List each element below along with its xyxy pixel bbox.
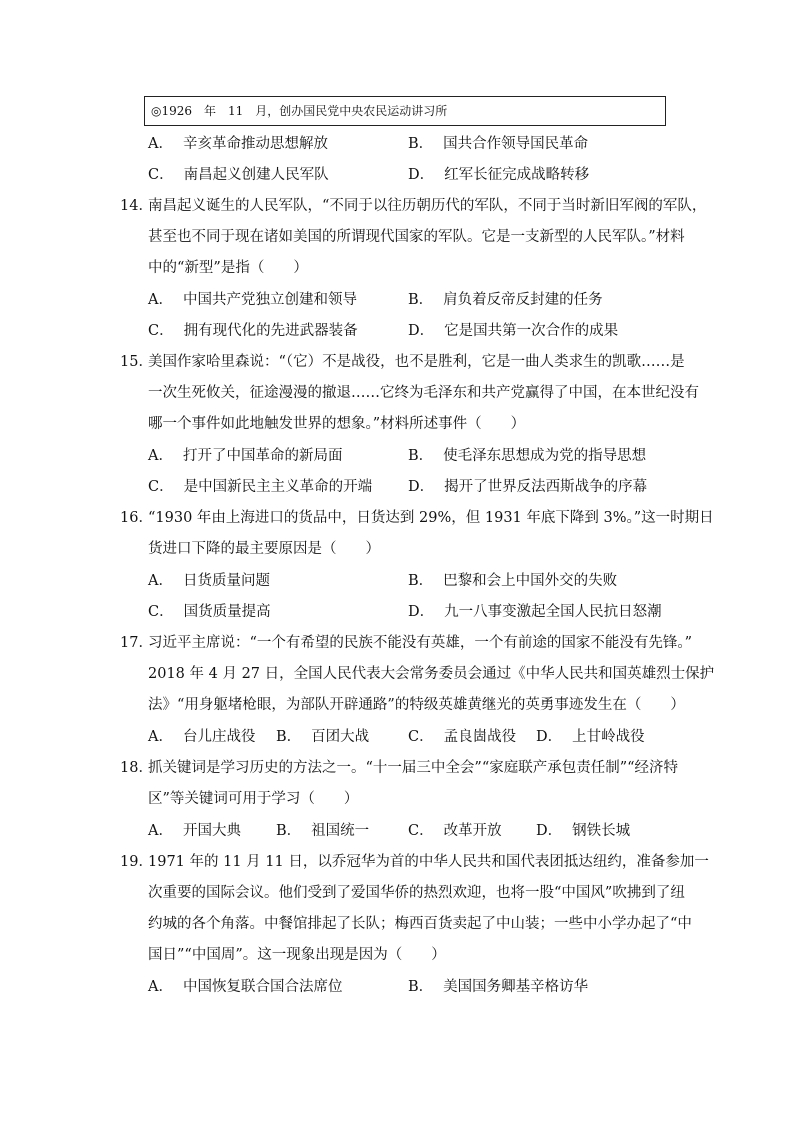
q18-option-a: A． 开国大典 (148, 823, 241, 839)
q16-stem-line-2: 货进口下降的最主要原因是（ ） (148, 541, 380, 557)
q16-option-a: A． 日货质量问题 (148, 573, 270, 589)
q18-stem-line-1: 抓关键词是学习历史的方法之一。“十一届三中全会”“家庭联产承包责任制”“经济特 (148, 760, 679, 776)
q16-stem-line-1: “1930 年由上海进口的货品中，日货达到 29%，但 1931 年底下降到 3%。”这一时期日 (148, 510, 714, 526)
q15-stem-line-1: 美国作家哈里森说：“（它）不是战役，也不是胜利，它是一曲人类求生的凯歌……是 (148, 354, 685, 370)
q18-number: 18． (120, 760, 153, 776)
q17-option-c: C． 孟良崮战役 (408, 729, 517, 745)
q19-stem-line-2: 次重要的国际会议。他们受到了爱国华侨的热烈欢迎，也将一股“中国风”吹拂到了纽 (148, 885, 685, 901)
q18-option-b: B． 祖国统一 (276, 823, 370, 839)
q17-stem-line-1: 习近平主席说：“一个有希望的民族不能没有英雄，一个有前途的国家不能没有先锋。” (148, 635, 693, 651)
q19-stem-line-3: 约城的各个角落。中餐馆排起了长队；梅西百货卖起了中山装；一些中小学办起了“中 (148, 916, 692, 932)
q14-stem-line-2: 甚至也不同于现在诸如美国的所谓现代国家的军队。它是一支新型的人民军队。”材料 (148, 229, 685, 245)
q13-option-b: B． 国共合作领导国民革命 (408, 136, 589, 152)
q18-option-c: C． 改革开放 (408, 823, 502, 839)
q14-option-b: B． 肩负着反帝反封建的任务 (408, 292, 603, 308)
q16-option-d: D． 九一八事变激起全国人民抗日怒潮 (408, 604, 662, 620)
q16-option-c: C． 国货质量提高 (148, 604, 271, 620)
q18-stem-line-2: 区”等关键词可用于学习（ ） (148, 791, 359, 807)
q16-number: 16． (120, 510, 153, 526)
q13-option-d: D． 红军长征完成战略转移 (408, 167, 590, 183)
q17-number: 17． (120, 635, 153, 651)
q15-option-d: D． 揭开了世界反法西斯战争的序幕 (408, 479, 648, 495)
q19-stem-line-1: 1971 年的 11 月 11 日，以乔冠华为首的中华人民共和国代表团抵达纽约，准备参加一 (148, 854, 709, 870)
q15-stem-line-3: 哪一个事件如此地触发世界的想象。”材料所述事件（ ） (148, 416, 526, 432)
q15-option-c: C． 是中国新民主主义革命的开端 (148, 479, 373, 495)
q15-option-a: A． 打开了中国革命的新局面 (148, 448, 343, 464)
q19-option-b: B． 美国国务卿基辛格访华 (408, 979, 589, 995)
q15-option-b: B． 使毛泽东思想成为党的指导思想 (408, 448, 647, 464)
q19-number: 19． (120, 854, 153, 870)
q19-option-a: A． 中国恢复联合国合法席位 (148, 979, 343, 995)
q17-stem-line-2: 2018 年 4 月 27 日，全国人民代表大会常务委员会通过《中华人民共和国英雄烈士保护 (148, 666, 715, 682)
q14-option-a: A． 中国共产党独立创建和领导 (148, 292, 357, 308)
q17-option-d: D． 上甘岭战役 (536, 729, 645, 745)
q17-stem-line-3: 法》“用身躯堵枪眼，为部队开辟通路”的特级英雄黄继光的英勇事迹发生在（ ） (148, 697, 685, 713)
q14-stem-line-1: 南昌起义诞生的人民军队，“不同于以往历朝历代的军队，不同于当时新旧军阀的军队， (148, 198, 707, 214)
q14-option-c: C． 拥有现代化的先进武器装备 (148, 323, 358, 339)
q17-option-b: B． 百团大战 (276, 729, 370, 745)
q15-number: 15． (120, 354, 153, 370)
q15-stem-line-2: 一次生死攸关，征途漫漫的撤退……它终为毛泽东和共产党赢得了中国，在本世纪没有 (148, 385, 699, 401)
q19-stem-line-4: 国日”“中国周”。这一现象出现是因为（ ） (148, 947, 446, 963)
q16-option-b: B． 巴黎和会上中国外交的失败 (408, 573, 618, 589)
q17-option-a: A． 台儿庄战役 (148, 729, 256, 745)
q13-option-c: C． 南昌起义创建人民军队 (148, 167, 329, 183)
q18-option-d: D． 钢铁长城 (536, 823, 631, 839)
q14-option-d: D． 它是国共第一次合作的成果 (408, 323, 619, 339)
q14-number: 14． (120, 198, 153, 214)
material-box: ◎1926 年 11 月，创办国民党中央农民运动讲习所 (144, 96, 666, 126)
q13-option-a: A． 辛亥革命推动思想解放 (148, 136, 328, 152)
q14-stem-line-3: 中的“新型”是指（ ） (148, 260, 308, 276)
